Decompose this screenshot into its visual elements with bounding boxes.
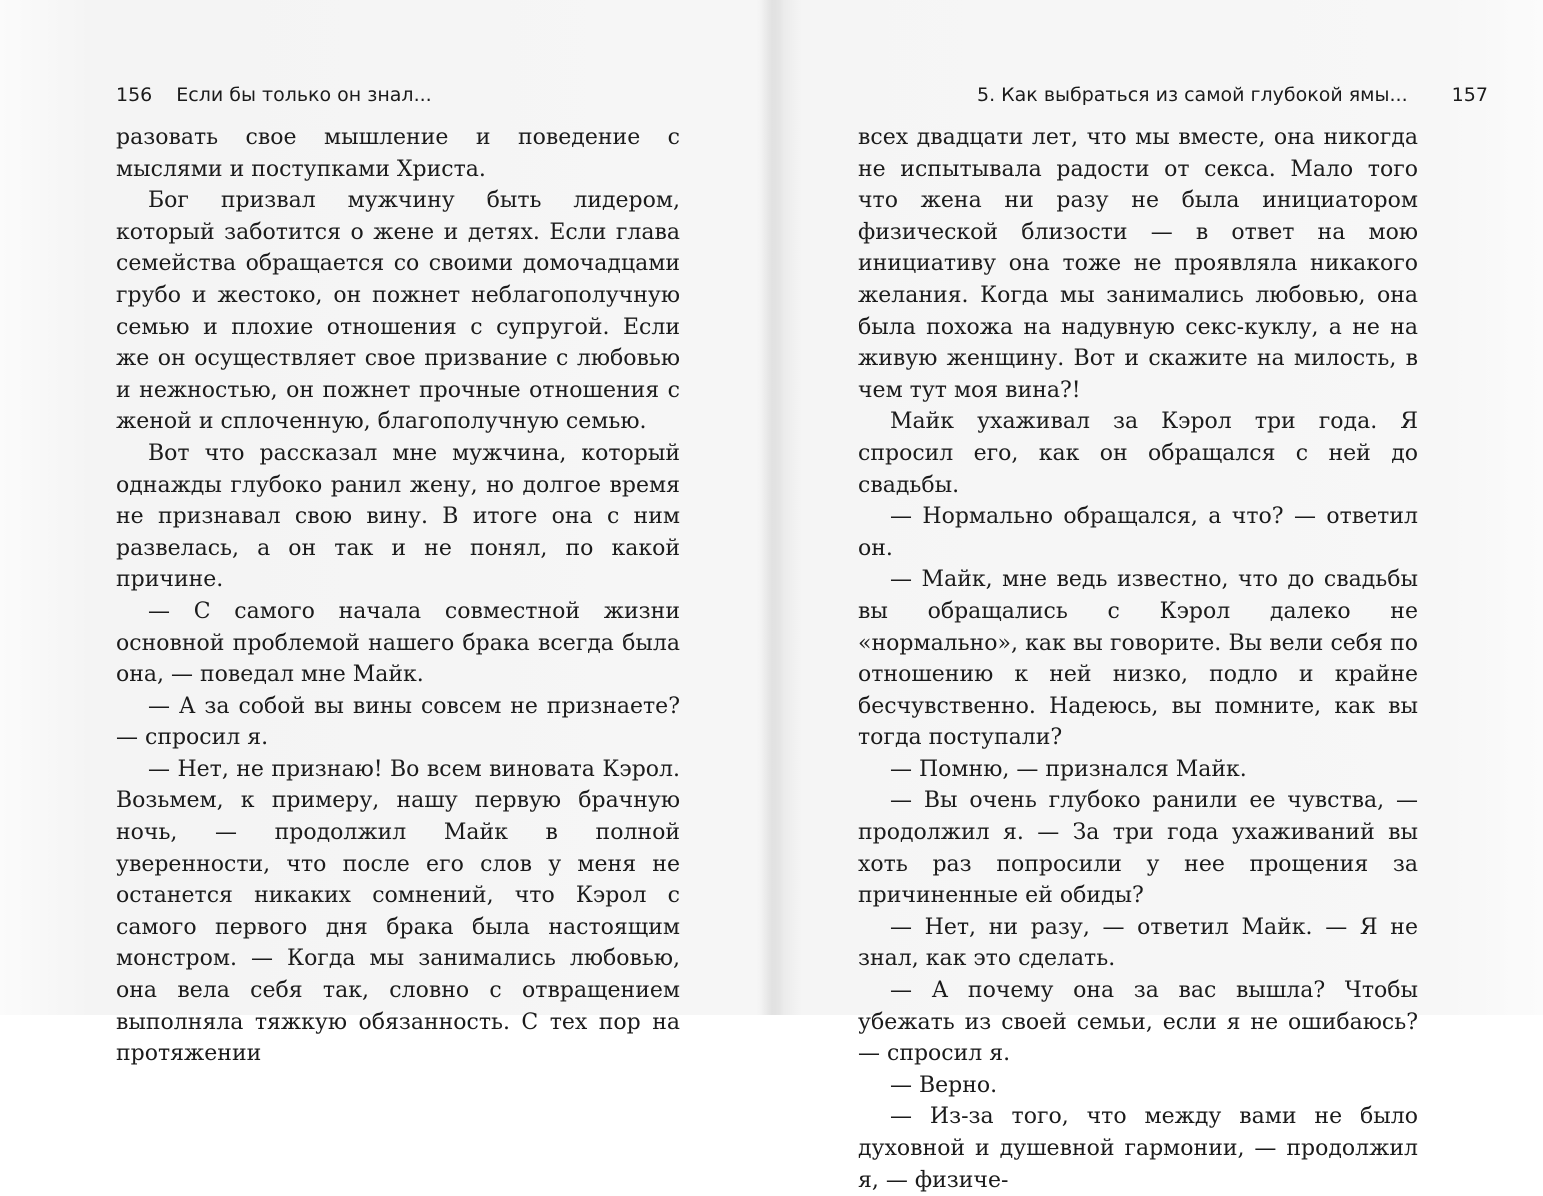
paragraph: — А за собой вы вины совсем не признаете? — спросил я. [116,693,680,751]
running-head: 5. Как выбраться из самой глубокой ямы... [977,84,1408,106]
paragraph: Бог призвал мужчину быть лидером, который заботится о жене и детях. Если глава семейства обращается со своими домочадцами грубо и жестоко, он пожнет неблагополучную семью и плохие отношения с супругой. Если же он осуществляет свое призвание с любовью и нежностью, он пожнет прочные отношения с женой и сплоченную, благополучную семью. [116,188,680,435]
page-number: 156 [116,84,153,106]
left-page-body [116,122,680,1070]
page-number: 157 [1451,84,1488,106]
left-page [0,0,770,1067]
paragraph: Майк ухаживал за Кэрол три года. Я спросил его, как он обращался с ней до свадьбы. [858,409,1418,498]
right-page [772,0,1543,1193]
paragraph: — А почему она за вас вышла? Чтобы убежать из своей семьи, если я не ошибаюсь? — спросил я. [858,978,1418,1067]
paragraph: всех двадцати лет, что мы вместе, она никогда не испытывала радости от секса. Мало того что жена ни разу не была инициатором физической близости — в ответ на мою инициативу она тоже не проявляла никакого желания. Когда мы занимались любовью, она была похожа на надувную секс-куклу, а не на живую женщину. Вот и скажите на милость, в чем тут моя вина?! [858,125,1418,403]
paragraph: — С самого начала совместной жизни основной проблемой нашего брака всегда была она, — поведал мне Майк. [116,598,680,688]
right-page-header [977,82,1488,108]
paragraph: — Вы очень глубоко ранили ее чувства, — продолжил я. — За три года ухаживаний вы хоть раз попросили у нее прощения за причиненные ей обиды? [858,788,1418,909]
paragraph: — Нет, не признаю! Во всем виновата Кэрол. Возьмем, к примеру, нашу первую брачную ночь, — продолжил Майк в полной уверенности, что после его слов у меня не останется никаких сомнений, что Кэрол с самого первого дня брака была настоящим монстром. — Когда мы занимались любовью, она вела себя так, словно с отвращением выполняла тяжкую обязанность. С тех пор на протяжении [116,756,680,1067]
right-page-body [858,122,1418,1196]
paragraph: — Верно. [890,1072,998,1098]
paragraph: разовать свое мышление и поведение с мыслями и поступками Христа. [116,125,680,182]
paragraph: — Помню, — признался Майк. [890,756,1247,782]
paragraph: — Нет, ни разу, — ответил Майк. — Я не знал, как это сделать. [858,914,1418,972]
paragraph: — Из-за того, что между вами не было духовной и душевной гармонии, — продолжил я, — физиче- [858,1104,1418,1193]
paragraph: — Нормально обращался, а что? — ответил он. [858,504,1418,561]
left-page-header [116,82,432,108]
running-head: Если бы только он знал... [176,84,432,106]
paragraph: — Майк, мне ведь известно, что до свадьбы вы обращались с Кэрол далеко не «нормально», как вы говорите. Вы вели себя по отношению к ней низко, подло и крайне бесчувственно. Надеюсь, вы помните, как вы тогда поступали? [858,567,1418,751]
paragraph: Вот что рассказал мне мужчина, который однажды глубоко ранил жену, но долгое время не признавал свою вину. В итоге она с ним развелась, а он так и не понял, по какой причине. [116,440,680,593]
